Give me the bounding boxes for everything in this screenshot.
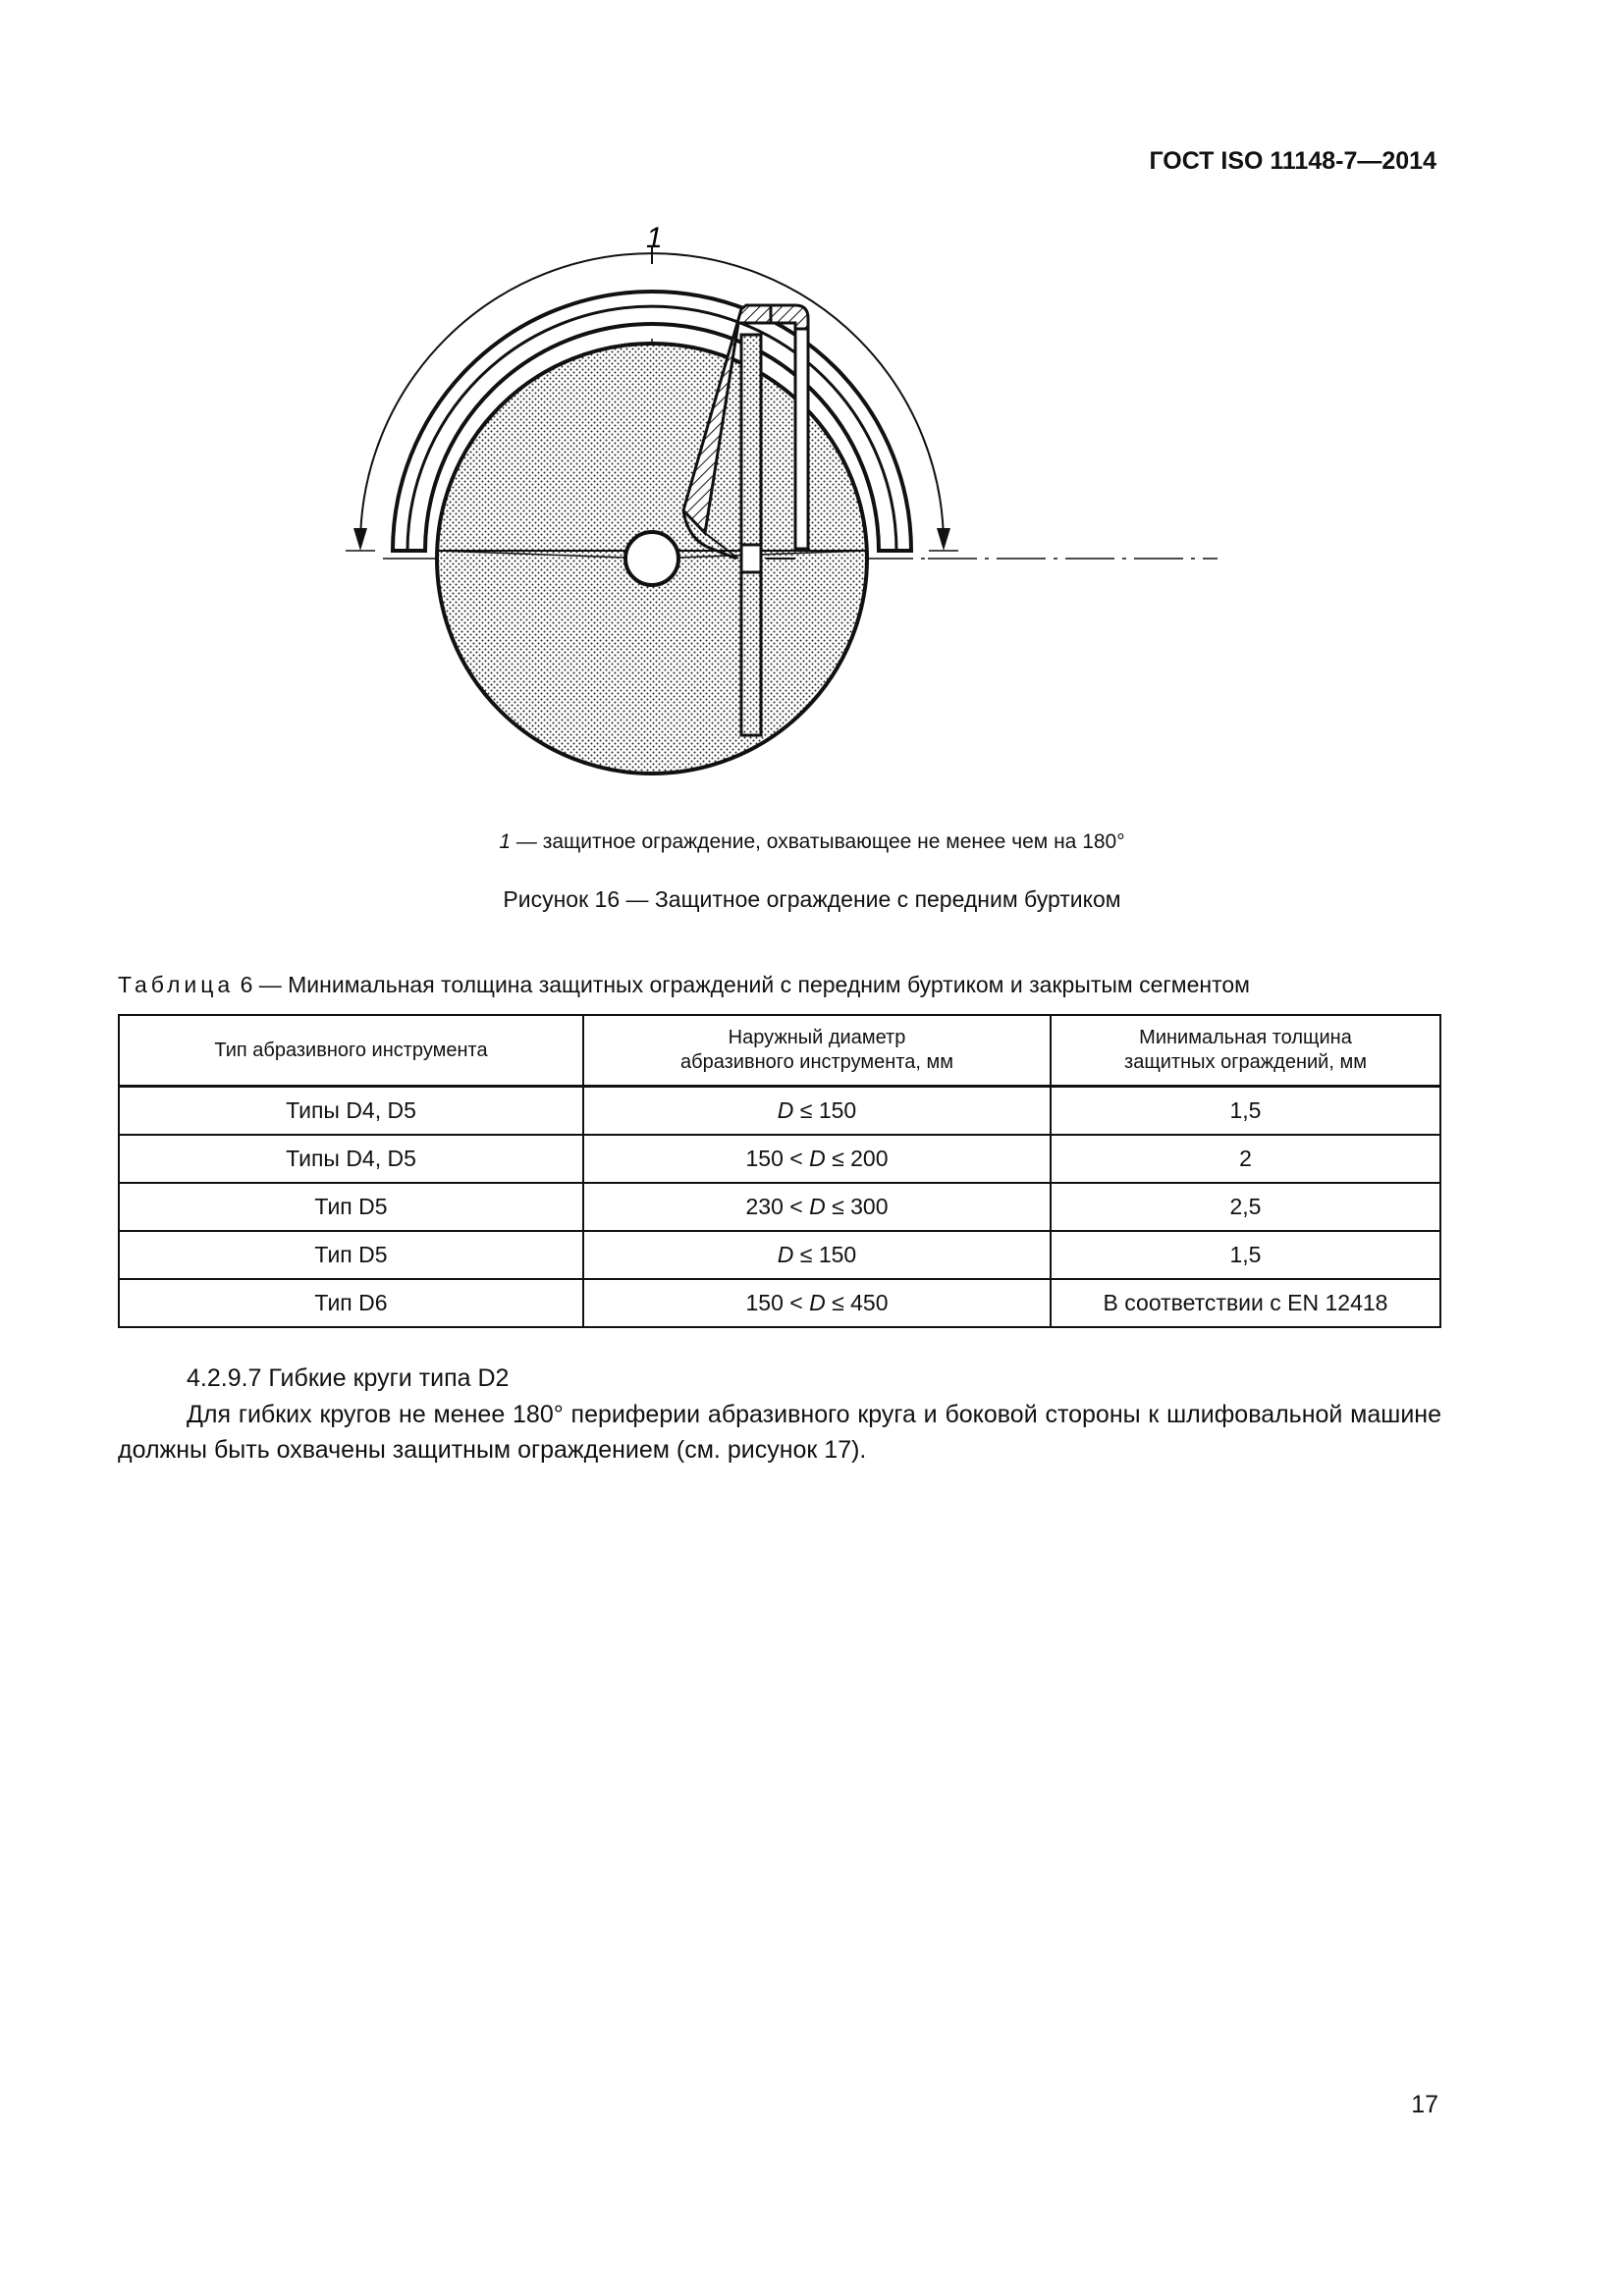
section-paragraph: Для гибких кругов не менее 180° периферии абразивного круга и боковой стороны к шлифовальной машине должны быть охвачены защитным ограждением (см. рисунок 17).	[118, 1401, 1441, 1464]
page-number: 17	[1411, 2091, 1438, 2118]
cell-diameter: D ≤ 150	[583, 1087, 1051, 1136]
cell-diameter: 150 < D ≤ 450	[583, 1279, 1051, 1327]
cell-thickness: 1,5	[1051, 1087, 1440, 1136]
figure-legend	[0, 830, 1624, 854]
cell-thickness: 2,5	[1051, 1183, 1440, 1231]
header-tool-type: Тип абразивного инструмента	[119, 1015, 583, 1087]
table-title-prefix: Таблица	[118, 972, 235, 997]
figure-caption: Рисунок 16 — Защитное ограждение с передним буртиком	[503, 886, 1121, 912]
table-title-text: 6 — Минимальная толщина защитных ограждений с передним буртиком и закрытым сегментом	[234, 972, 1250, 997]
thickness-table	[118, 1014, 1441, 1328]
cell-tool-type: Типы D4, D5	[119, 1087, 583, 1136]
cell-thickness: 2	[1051, 1135, 1440, 1183]
table-row	[119, 1279, 1440, 1327]
legend-text: — защитное ограждение, охватывающее не менее чем на 180°	[511, 830, 1125, 853]
table-row	[119, 1183, 1440, 1231]
legend-number: 1	[499, 830, 512, 853]
wheel-bore	[625, 532, 678, 585]
cell-diameter: 230 < D ≤ 300	[583, 1183, 1051, 1231]
cell-diameter: 150 < D ≤ 200	[583, 1135, 1051, 1183]
cell-tool-type: Тип D6	[119, 1279, 583, 1327]
table-header-row	[119, 1015, 1440, 1087]
header-min-thickness: Минимальная толщина защитных ограждений, мм	[1051, 1015, 1440, 1087]
callout-label: 1	[646, 222, 663, 254]
figure-16-drawing	[334, 221, 1237, 790]
section-subheading: 4.2.9.7 Гибкие круги типа D2	[187, 1364, 510, 1392]
table-title	[118, 972, 1250, 998]
cell-tool-type: Тип D5	[119, 1183, 583, 1231]
wheel-side-view	[741, 335, 761, 735]
table-row	[119, 1135, 1440, 1183]
table-row	[119, 1087, 1440, 1136]
cell-diameter: D ≤ 150	[583, 1231, 1051, 1279]
table-row	[119, 1231, 1440, 1279]
header-outer-diameter: Наружный диаметр абразивного инструмента, мм	[583, 1015, 1051, 1087]
document-header: ГОСТ ISO 11148-7—2014	[1149, 147, 1436, 175]
cell-tool-type: Типы D4, D5	[119, 1135, 583, 1183]
cell-thickness: 1,5	[1051, 1231, 1440, 1279]
cell-thickness: В соответствии с EN 12418	[1051, 1279, 1440, 1327]
cell-tool-type: Тип D5	[119, 1231, 583, 1279]
